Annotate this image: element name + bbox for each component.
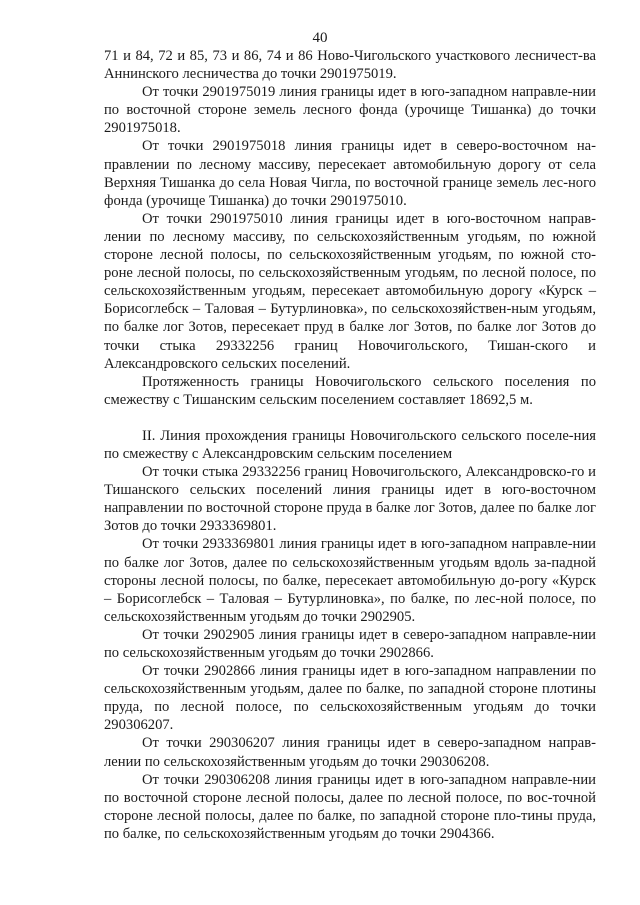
paragraph: От точки 290306207 линия границы идет в северо-западном направ-лении по сельскохозяйственным угодьям до точки 290306208.: [104, 735, 596, 770]
paragraph: От точки 2902905 линия границы идет в северо-западном направле-нии по сельскохозяйственным угодьям до точки 2902866.: [104, 626, 596, 661]
paragraph: От точки 290306208 линия границы идет в юго-западном направле-нии по восточной стороне лесной полосы, далее по лесной полосе, по вос-точной стороне лесной полосы, далее по балке, по западной стороне пло-тины пруда, по балке, по сельскохозяйственным угодьям до точки 2904366.: [104, 771, 596, 842]
paragraph: От точки 2901975018 линия границы идет в северо-восточном на-правлении по лесному массиву, пересекает автомобильную дорогу от села Верхняя Тишанка до села Новая Чигла, по восточной границе земель лес-ного фонда (урочище Тишанка) до точки 2901975010.: [104, 138, 596, 209]
paragraph: От точки 2901975019 линия границы идет в юго-западном направле-нии по восточной стороне земель лесного фонда (урочище Тишанка) до точки 2901975018.: [104, 84, 596, 137]
paragraph: От точки 2902866 линия границы идет в юго-западном направлении по сельскохозяйственным угодьям, далее по балке, по западной стороне плотины пруда, по лесной полосе, по сельскохозяйственным угодьям до точки 290306207.: [104, 663, 596, 734]
paragraph: От точки 2933369801 линия границы идет в юго-западном направле-нии по балке лог Зотов, далее по сельскохозяйственным угодьям вдоль за-падной стороны лесной полосы, по балке, пересекает автомобильную до-рогу «Курск – Борисоглебск – Таловая – Бутурлиновка», по балке, по лес-ной полосе, по сельскохозяйственным угодьям до точки 2902905.: [104, 536, 596, 625]
paragraph: 71 и 84, 72 и 85, 73 и 86, 74 и 86 Ново-Чигольского участкового лесничест-ва Аннинского лесничества до точки 2901975019.: [104, 48, 596, 83]
section-heading: II. Линия прохождения границы Новочигольского сельского поселе-ния по смежеству с Александровским сельским поселением: [104, 427, 596, 462]
paragraph: Протяженность границы Новочигольского сельского поселения по смежеству с Тишанским сельским поселением составляет 18692,5 м.: [104, 373, 596, 408]
paragraph: От точки 2901975010 линия границы идет в юго-восточном направ-лении по лесному массиву, по сельскохозяйственным угодьям, по южной стороне лесной полосы, по сельскохозяйственным угодьям, по южной сто-роне лесной полосы, по сельскохозяйственным угодьям, по лесной полосе, по сельскохозяйственным угодьям, пересекает автомобильную дорогу «Курск – Борисоглебск – Таловая – Бутурлиновка», по сельскохозяйствен-ным угодьям, по балке лог Зотов, пересекает пруд в балке лог Зотов, по балке лог Зотов до точки стыка 29332256 границ Новочигольского, Тишан-ского и Александровского сельских поселений.: [104, 210, 596, 372]
page-number: 40: [312, 30, 328, 46]
paragraph: От точки стыка 29332256 границ Новочигольского, Александровско-го и Тишанского сельских поселений линия границы идет в юго-восточном направлении по восточной стороне пруда в балке лог Зотов, далее по балке лог Зотов до точки 2933369801.: [104, 464, 596, 535]
document-body: [104, 47, 596, 843]
